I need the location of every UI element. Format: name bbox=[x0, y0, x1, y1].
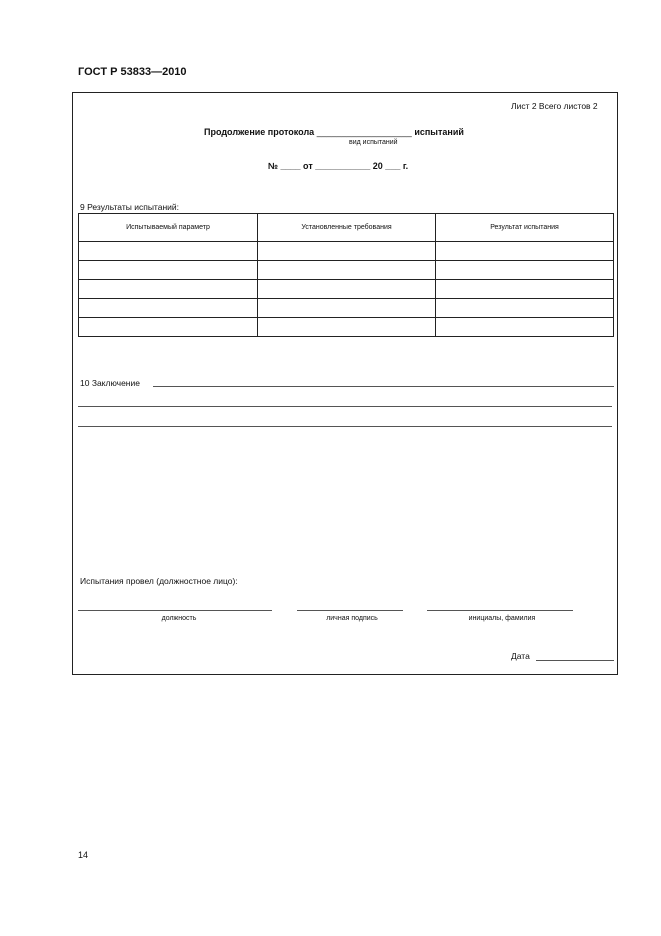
results-heading: 9 Результаты испытаний: bbox=[80, 202, 180, 212]
date-label: Дата bbox=[511, 651, 530, 661]
table-cell[interactable] bbox=[258, 261, 436, 280]
document-code: ГОСТ Р 53833—2010 bbox=[78, 66, 187, 78]
table-header-row bbox=[79, 214, 614, 242]
name-caption: инициалы, фамилия bbox=[468, 615, 536, 622]
name-line[interactable] bbox=[427, 610, 573, 611]
table-cell[interactable] bbox=[436, 299, 614, 318]
results-table bbox=[78, 213, 614, 337]
table-cell[interactable] bbox=[436, 261, 614, 280]
signer-label: Испытания провел (должностное лицо): bbox=[80, 576, 238, 586]
table-row bbox=[79, 299, 614, 318]
table-cell[interactable] bbox=[258, 299, 436, 318]
conclusion-line-3[interactable] bbox=[78, 426, 612, 427]
conclusion-line-2[interactable] bbox=[78, 406, 612, 407]
sheet-info: Лист 2 Всего листов 2 bbox=[511, 101, 598, 111]
table-cell[interactable] bbox=[79, 318, 258, 337]
conclusion-label: 10 Заключение bbox=[80, 378, 140, 388]
date-line[interactable] bbox=[536, 660, 614, 661]
protocol-title bbox=[204, 127, 464, 137]
table-cell[interactable] bbox=[258, 242, 436, 261]
signature-line[interactable] bbox=[297, 610, 403, 611]
title-caption: вид испытаний bbox=[349, 139, 398, 146]
column-header: Установленные требования bbox=[258, 214, 436, 242]
page-number: 14 bbox=[78, 850, 89, 860]
table-cell[interactable] bbox=[436, 318, 614, 337]
column-header: Результат испытания bbox=[436, 214, 614, 242]
table-row bbox=[79, 318, 614, 337]
table-row bbox=[79, 242, 614, 261]
position-line[interactable] bbox=[78, 610, 272, 611]
position-caption: должность bbox=[161, 615, 197, 622]
table-cell[interactable] bbox=[79, 261, 258, 280]
table-row bbox=[79, 280, 614, 299]
table-cell[interactable] bbox=[436, 242, 614, 261]
protocol-number-line: № ____ от ___________ 20 ___ г. bbox=[268, 161, 409, 171]
table-cell[interactable] bbox=[79, 242, 258, 261]
table-cell[interactable] bbox=[79, 280, 258, 299]
conclusion-line-1[interactable] bbox=[153, 386, 614, 387]
table-row bbox=[79, 261, 614, 280]
title-blank: ___________________ bbox=[316, 127, 412, 137]
table-cell[interactable] bbox=[79, 299, 258, 318]
form-frame bbox=[72, 92, 618, 675]
title-suffix: испытаний bbox=[414, 127, 464, 137]
column-header: Испытываемый параметр bbox=[79, 214, 258, 242]
title-prefix: Продолжение протокола bbox=[204, 127, 315, 137]
table-cell[interactable] bbox=[258, 280, 436, 299]
signature-caption: личная подпись bbox=[326, 615, 378, 622]
table-cell[interactable] bbox=[436, 280, 614, 299]
table-cell[interactable] bbox=[258, 318, 436, 337]
